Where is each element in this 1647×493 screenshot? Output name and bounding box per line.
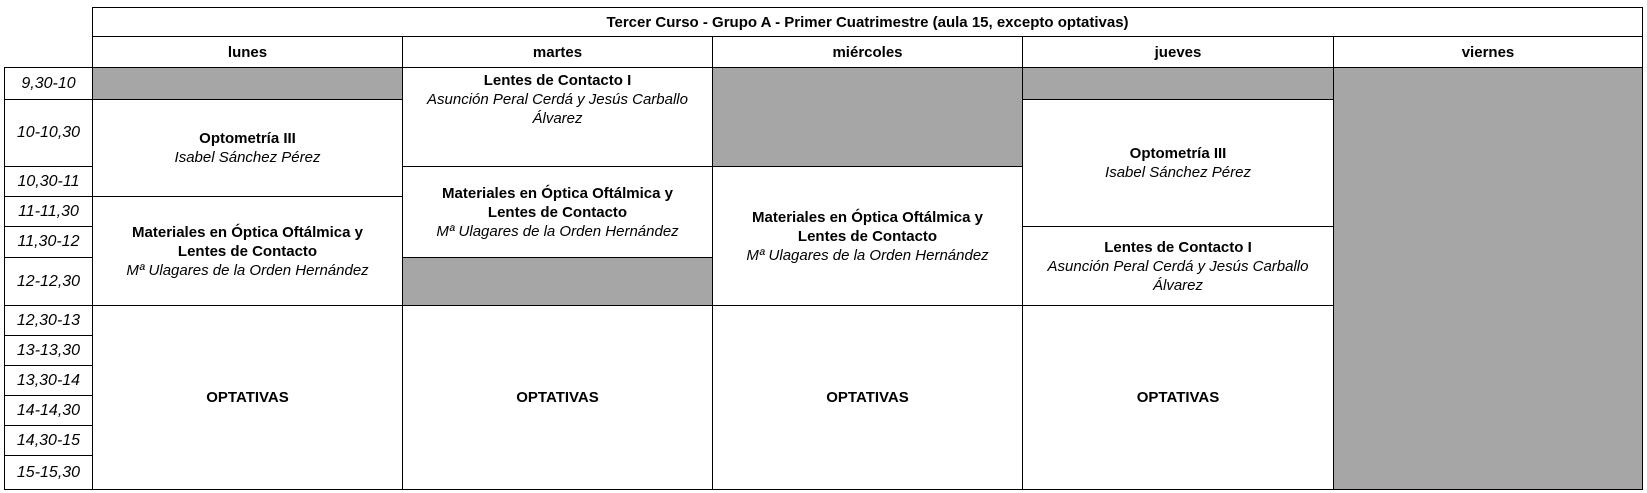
empty-slot xyxy=(1022,67,1334,100)
class-block xyxy=(402,166,713,258)
teacher-name: Mª Ulagares de la Orden Hernández xyxy=(746,246,989,264)
subject-name: Materiales en Óptica Oftálmica y Lentes de Contacto xyxy=(752,208,983,245)
subject-name: Optometría III xyxy=(1129,145,1227,162)
empty-slot xyxy=(1333,67,1643,490)
class-block xyxy=(712,166,1023,306)
header-martes: martes xyxy=(402,36,713,68)
time-slot: 15-15,30 xyxy=(4,455,93,490)
subject-name: OPTATIVAS xyxy=(1136,389,1220,406)
subject-name: OPTATIVAS xyxy=(826,389,909,406)
subject-name: Optometría III xyxy=(199,130,296,147)
teacher-name: Mª Ulagares de la Orden Hernández xyxy=(126,261,369,279)
empty-slot xyxy=(402,257,713,306)
time-slot: 14-14,30 xyxy=(4,395,93,426)
time-slot: 9,30-10 xyxy=(4,67,93,100)
header-jueves: jueves xyxy=(1022,36,1334,68)
header-lunes: lunes xyxy=(92,36,403,68)
subject-name: Lentes de Contacto I xyxy=(483,72,632,89)
optativas-block xyxy=(92,305,403,490)
header-viernes: viernes xyxy=(1333,36,1643,68)
subject-name: OPTATIVAS xyxy=(206,389,289,406)
teacher-name: Asunción Peral Cerdá y Jesús Carballo Álvarez xyxy=(1047,257,1309,294)
class-block xyxy=(92,99,403,197)
subject-name: Lentes de Contacto I xyxy=(1104,238,1252,256)
optativas-block xyxy=(1022,305,1334,490)
time-slot: 12-12,30 xyxy=(4,257,93,306)
class-block xyxy=(402,67,713,167)
teacher-name: Isabel Sánchez Pérez xyxy=(1105,164,1251,181)
teacher-name: Mª Ulagares de la Orden Hernández xyxy=(436,222,679,240)
subject-name: OPTATIVAS xyxy=(516,389,599,406)
subject-name: Materiales en Óptica Oftálmica y Lentes de Contacto xyxy=(132,223,363,260)
optativas-block xyxy=(712,305,1023,490)
time-slot: 13,30-14 xyxy=(4,365,93,396)
time-slot: 12,30-13 xyxy=(4,305,93,336)
class-block xyxy=(92,196,403,306)
subject-name: Materiales en Óptica Oftálmica y Lentes de Contacto xyxy=(442,184,673,221)
time-slot: 11-11,30 xyxy=(4,196,93,227)
optativas-block xyxy=(402,305,713,490)
time-slot: 10-10,30 xyxy=(4,99,93,167)
class-block xyxy=(1022,99,1334,227)
time-slot: 14,30-15 xyxy=(4,425,93,456)
time-slot: 13-13,30 xyxy=(4,335,93,366)
empty-slot xyxy=(92,67,403,100)
teacher-name: Isabel Sánchez Pérez xyxy=(174,149,321,166)
time-slot: 10,30-11 xyxy=(4,166,93,197)
header-miercoles: miércoles xyxy=(712,36,1023,68)
time-slot: 11,30-12 xyxy=(4,226,93,258)
schedule-title: Tercer Curso - Grupo A - Primer Cuatrimestre (aula 15, excepto optativas) xyxy=(92,7,1643,37)
class-block xyxy=(1022,226,1334,306)
empty-slot xyxy=(712,67,1023,167)
teacher-name: Asunción Peral Cerdá y Jesús Carballo Álvarez xyxy=(427,91,688,127)
